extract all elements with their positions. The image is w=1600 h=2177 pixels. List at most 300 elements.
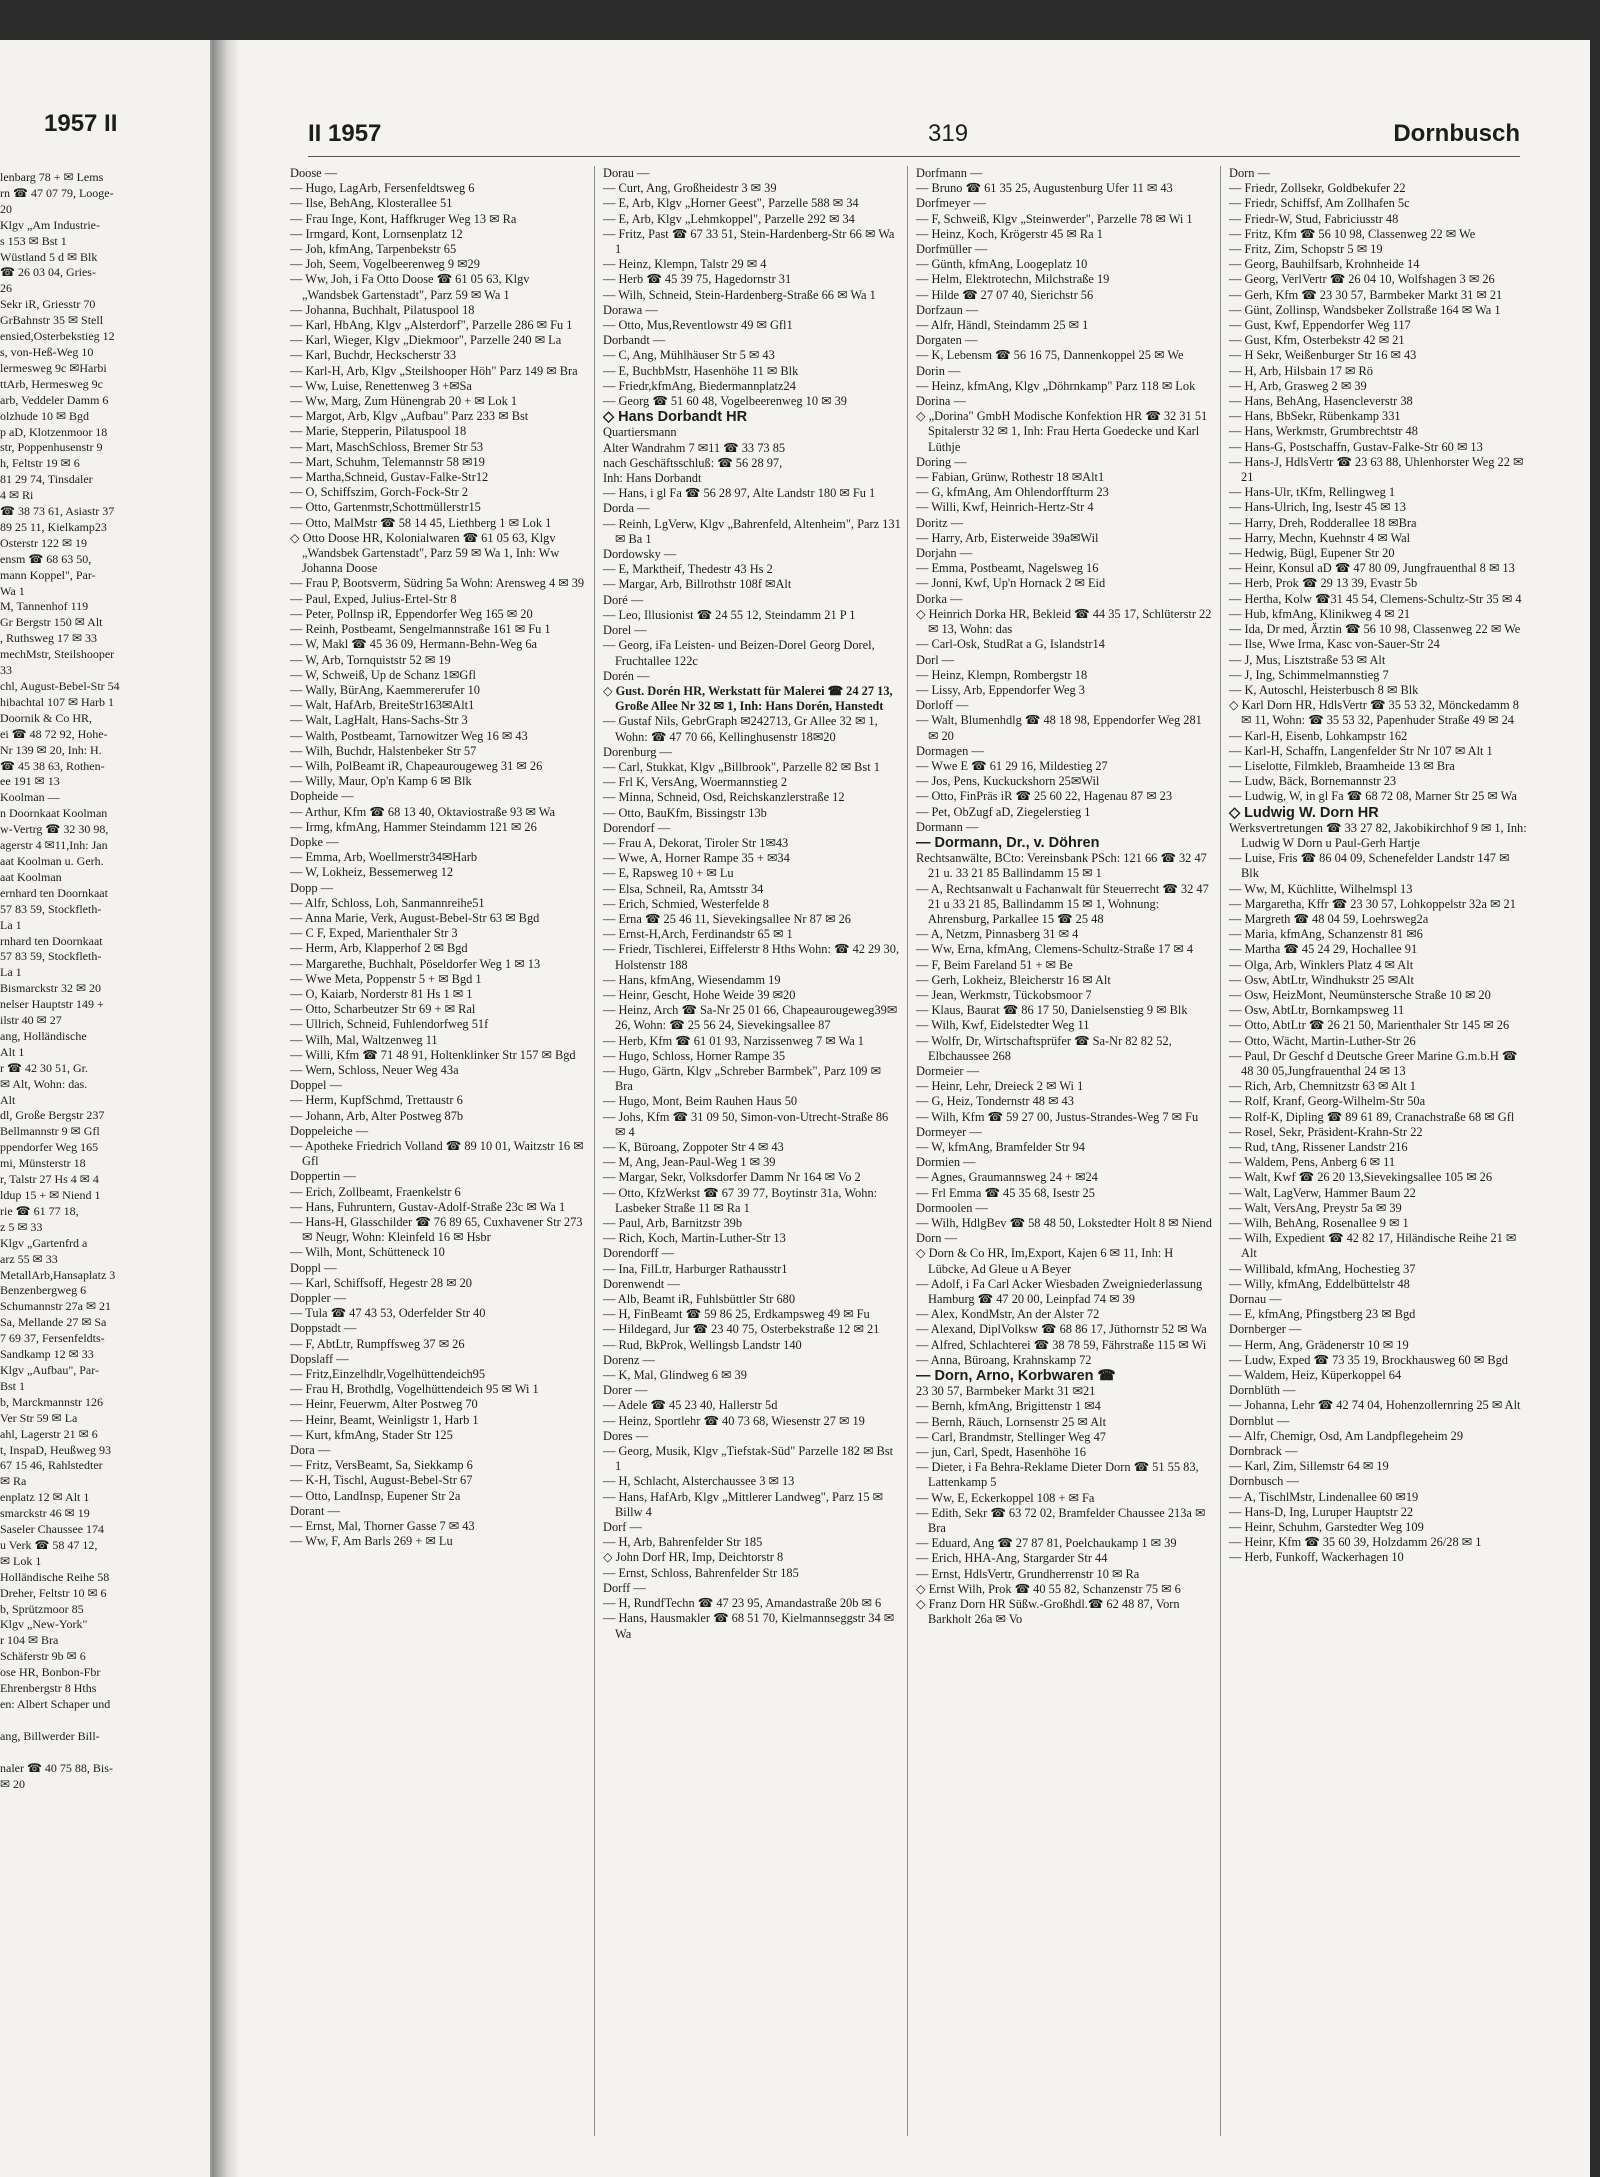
directory-entry: — Jean, Werkmstr, Tückobsmoor 7: [916, 987, 1092, 1002]
directory-entry: — Emma, Postbeamt, Nagelsweg 16: [916, 561, 1099, 576]
directory-entry: — Alexand, DiplVolksw ☎ 68 86 17, Jüthornstr 52 ✉ Wa: [916, 1322, 1207, 1337]
directory-entry: — Paul, Exped, Julius-Ertel-Str 8: [290, 591, 457, 606]
directory-entry: — Frl Emma ☎ 45 35 68, Isestr 25: [916, 1185, 1095, 1200]
directory-entry: — H, Arb, Grasweg 2 ✉ 39: [1229, 378, 1367, 393]
left-page-line: rn ☎ 47 07 79, Looge-: [0, 185, 114, 200]
directory-entry: — Otto, Wächt, Martin-Luther-Str 26: [1229, 1033, 1416, 1048]
directory-entry: — Erich, Zollbeamt, Fraenkelstr 6: [290, 1184, 461, 1199]
left-page-line: rnhard ten Doornkaat: [0, 933, 103, 948]
directory-entry: — Ilse, BehAng, Klosterallee 51: [290, 196, 453, 211]
directory-entry: — Frl K, VersAng, Woermannstieg 2: [603, 775, 788, 790]
directory-entry: — Mart, Schuhm, Telemannstr 58 ✉19: [290, 454, 485, 469]
directory-entry: — Fabian, Grünw, Rothestr 18 ✉Alt1: [916, 470, 1105, 485]
left-page-line: naler ☎ 40 75 88, Bis-: [0, 1760, 113, 1775]
directory-entry: ◇ Ernst Wilh, Prok ☎ 40 55 82, Schanzenstr 75 ✉ 6: [916, 1581, 1181, 1596]
left-page-line: 57 83 59, Stockfleth-: [0, 901, 102, 916]
left-page-line: Alt: [0, 1092, 16, 1107]
directory-entry: — Helm, Elektrotechn, Milchstraße 19: [916, 272, 1110, 287]
directory-entry: — Ernst, Mal, Thorner Gasse 7 ✉ 43: [290, 1519, 475, 1534]
directory-entry: — Joh, Seem, Vogelbeerenweg 9 ✉29: [290, 257, 480, 272]
left-page-line: n Doornkaat Koolman: [0, 806, 108, 821]
left-page-line: s, von-Heß-Weg 10: [0, 344, 94, 359]
directory-entry: — H, Arb, Hilsbain 17 ✉ Rö: [1229, 363, 1373, 378]
left-page-line: u Verk ☎ 58 47 12,: [0, 1537, 98, 1552]
directory-entry: — Irmgard, Kont, Lornsenplatz 12: [290, 226, 463, 241]
left-page-line: ☎ 38 73 61, Asiastr 37: [0, 504, 115, 519]
directory-entry: — Heinz, Sportlehr ☎ 40 73 68, Wiesenstr 27 ✉ 19: [603, 1413, 865, 1428]
directory-entry: — Osw, AbtLtr, Windhukstr 25 ✉Alt: [1229, 972, 1414, 987]
directory-entry: — Hans, Werkmstr, Grumbrechtstr 48: [1229, 424, 1418, 439]
directory-entry: — Martha,Schneid, Gustav-Falke-Str12: [290, 470, 489, 485]
directory-entry: — K, Mal, Glindweg 6 ✉ 39: [603, 1368, 747, 1383]
directory-entry: — Walt, VersAng, Preystr 5a ✉ 39: [1229, 1200, 1402, 1215]
directory-entry: — Johanna, Buchhalt, Pilatuspool 18: [290, 302, 475, 317]
directory-entry: — C, Ang, Mühlhäuser Str 5 ✉ 43: [603, 348, 775, 363]
directory-entry: — Wilh, Mal, Waltzenweg 11: [290, 1032, 438, 1047]
directory-entry: — Harry, Mechn, Kuehnstr 4 ✉ Wal: [1229, 530, 1411, 545]
left-page-line: Schumannstr 27a ✉ 21: [0, 1299, 112, 1314]
left-page-line: [0, 1713, 205, 1729]
left-page-line: ang, Holländische: [0, 1028, 87, 1043]
directory-entry: — Karl, HbAng, Klgv „Alsterdorf", Parzelle 286 ✉ Fu 1: [290, 318, 573, 333]
left-page-line: Bismarckstr 32 ✉ 20: [0, 981, 102, 996]
left-page-line: ☎ 26 03 04, Gries-: [0, 265, 96, 280]
directory-entry: — Otto, FinPräs iR ☎ 25 60 22, Hagenau 87 ✉ 23: [916, 789, 1173, 804]
directory-entry: — Karl, Wieger, Klgv „Diekmoor", Parzelle 240 ✉ La: [290, 333, 562, 348]
directory-entry: — Johann, Arb, Alter Postweg 87b: [290, 1108, 464, 1123]
left-page-line: Wüstland 5 d ✉ Blk: [0, 249, 98, 264]
surname-heading: Dornbusch —: [1229, 1474, 1299, 1489]
left-page-line: Klgv „Aufbau", Par-: [0, 1362, 99, 1377]
directory-entry: — K, Autoschl, Heisterbusch 8 ✉ Blk: [1229, 682, 1419, 697]
directory-entry: — Wwe Meta, Poppenstr 5 + ✉ Bgd 1: [290, 971, 482, 986]
surname-heading: Dornblut —: [1229, 1413, 1290, 1428]
directory-entry: — Frau P, Bootsverm, Südring 5a Wohn: Arensweg 4 ✉ 39: [290, 576, 585, 591]
directory-entry: — Leo, Illusionist ☎ 24 55 12, Steindamm 21 P 1: [603, 607, 856, 622]
directory-entry: nach Geschäftsschluß: ☎ 56 28 97,: [603, 455, 783, 470]
left-page-line: mi, Münsterstr 18: [0, 1156, 86, 1171]
surname-heading: Dopheide —: [290, 789, 354, 804]
directory-entry: — Waldem, Heiz, Küperkoppel 64: [1229, 1368, 1402, 1383]
surname-heading: Dorer —: [603, 1383, 648, 1398]
directory-entry: — Rich, Koch, Martin-Luther-Str 13: [603, 1231, 786, 1246]
directory-entry: — Walth, Postbeamt, Tarnowitzer Weg 16 ✉ 43: [290, 728, 528, 743]
directory-entry: — Luise, Fris ☎ 86 04 09, Schenefelder Landstr 147 ✉ Blk: [1229, 851, 1510, 881]
directory-entry: — Hub, kfmAng, Klinikweg 4 ✉ 21: [1229, 606, 1411, 621]
directory-entry: — A, Rechtsanwalt u Fachanwalt für Steuerrecht ☎ 32 47 21 u 33 21 85, Ballindamm 15 ✉ 1, Wohnung: Ahrensburg, Parkallee 15 ☎ 25 48: [916, 881, 1209, 926]
left-page-line: aat Koolman u. Gerh.: [0, 853, 104, 868]
directory-entry: — Anna, Büroang, Krahnskamp 72: [916, 1352, 1092, 1367]
directory-entry: — Otto, BauKfm, Bissingstr 13b: [603, 805, 767, 820]
directory-entry: Werksvertretungen ☎ 33 27 82, Jakobikirchhof 9 ✉ 1, Inh: Ludwig W Dorn u Paul-Gerh Hartje: [1229, 820, 1527, 850]
directory-entry: — Alfred, Schlachterei ☎ 38 78 59, Fährstraße 115 ✉ Wi: [916, 1337, 1207, 1352]
left-page-line: MetallArb,Hansaplatz 3: [0, 1267, 116, 1282]
left-page-line: en: Albert Schaper und: [0, 1697, 111, 1711]
directory-entry: — Agnes, Graumannsweg 24 + ✉24: [916, 1170, 1098, 1185]
directory-entry: — Georg, Bauhilfsarb, Krohnheide 14: [1229, 257, 1420, 272]
directory-entry: — Rud, BkProk, Wellingsb Landstr 140: [603, 1337, 802, 1352]
directory-entry: — Wilh, Mont, Schütteneck 10: [290, 1245, 445, 1260]
directory-entry: — Heinz, Klempn, Rombergstr 18: [916, 667, 1088, 682]
left-page-header: 1957 II: [44, 110, 118, 137]
directory-entry: — H Sekr, Weißenburger Str 16 ✉ 43: [1229, 348, 1417, 363]
surname-heading: Dorn —: [1229, 166, 1270, 180]
directory-entry: — Günt, Zollinsp, Wandsbeker Zollstraße 164 ✉ Wa 1: [1229, 302, 1501, 317]
left-page-line: La 1: [0, 917, 22, 932]
directory-entry: — Hans, BehAng, Hasencleverstr 38: [1229, 394, 1413, 409]
directory-entry: — F, Schweiß, Klgv „Steinwerder", Parzelle 78 ✉ Wi 1: [916, 211, 1193, 226]
directory-entry: — Hans, kfmAng, Wiesendamm 19: [603, 972, 781, 987]
directory-entry: — Wilh, PolBeamt iR, Chapeaurougeweg 31 ✉ 26: [290, 758, 543, 773]
left-page-line: Benzenbergweg 6: [0, 1283, 87, 1298]
directory-entry: — Olga, Arb, Winklers Platz 4 ✉ Alt: [1229, 957, 1414, 972]
directory-entry: — W, Arb, Tornquiststr 52 ✉ 19: [290, 652, 451, 667]
directory-entry: — Heinr, Gescht, Hohe Weide 39 ✉20: [603, 987, 796, 1002]
directory-entry: — Eduard, Ang ☎ 27 87 81, Poelchaukamp 1 ✉ 39: [916, 1536, 1177, 1551]
directory-entry: — Herb, Kfm ☎ 61 01 93, Narzissenweg 7 ✉ Wa 1: [603, 1033, 864, 1048]
left-page-line: GrBahnstr 35 ✉ Stell: [0, 313, 104, 328]
directory-entry: — Wilh, Buchdr, Halstenbeker Str 57: [290, 743, 477, 758]
left-page-line: 81 29 74, Tinsdaler: [0, 472, 93, 487]
directory-entry: — Frau A, Dekorat, Tiroler Str 1✉43: [603, 835, 789, 850]
left-page-line: ldup 15 + ✉ Niend 1: [0, 1188, 101, 1202]
directory-entry: — Wilh, Kfm ☎ 59 27 00, Justus-Strandes-Weg 7 ✉ Fu: [916, 1109, 1199, 1124]
directory-entry: ◇ John Dorf HR, Imp, Deichtorstr 8: [603, 1550, 784, 1565]
directory-entry: — Tula ☎ 47 43 53, Oderfelder Str 40: [290, 1306, 486, 1321]
surname-heading: Dorau —: [603, 166, 650, 180]
left-page-line: agerstr 4 ✉11,Inh: Jan: [0, 838, 108, 853]
left-page-line: , Ruthsweg 17 ✉ 33: [0, 631, 98, 646]
directory-entry: — Wilh, Expedient ☎ 42 82 17, Hiländische Reihe 21 ✉ Alt: [1229, 1231, 1517, 1261]
directory-entry: — Hans-G, Postschaffn, Gustav-Falke-Str 60 ✉ 13: [1229, 439, 1483, 454]
directory-entry: — Margaretha, Kffr ☎ 23 30 57, Lohkoppelstr 32a ✉ 21: [1229, 896, 1516, 911]
left-page-line: enplatz 12 ✉ Alt 1: [0, 1490, 90, 1505]
surname-heading: Dorina —: [916, 394, 966, 409]
left-page-line: Gr Bergstr 150 ✉ Alt: [0, 615, 103, 630]
directory-entry: — Wally, BürAng, Kaemmererufer 10: [290, 682, 480, 697]
directory-entry: Alter Wandrahm 7 ✉11 ☎ 33 73 85: [603, 440, 786, 455]
directory-entry: — Hugo, Schloss, Horner Rampe 35: [603, 1048, 786, 1063]
directory-entry: — Frau Inge, Kont, Haffkruger Weg 13 ✉ Ra: [290, 211, 517, 226]
directory-entry: — E, Rapsweg 10 + ✉ Lu: [603, 866, 734, 881]
left-page-line: ahl, Lagerstr 21 ✉ 6: [0, 1426, 98, 1441]
directory-entry: — Hugo, LagArb, Fersenfeldtsweg 6: [290, 181, 475, 196]
left-page-line: s 153 ✉ Bst 1: [0, 233, 67, 248]
surname-heading: Dorgaten —: [916, 333, 978, 348]
directory-entry: — Arthur, Kfm ☎ 68 13 40, Oktaviostraße 93 ✉ Wa: [290, 804, 555, 819]
left-page-line: [0, 1745, 205, 1761]
directory-entry: — Martha ☎ 45 24 29, Hochallee 91: [1229, 942, 1418, 957]
directory-entry: — Ww, E, Eckerkoppel 108 + ✉ Fa: [916, 1490, 1095, 1505]
directory-entry: — Hans-J, HdlsVertr ☎ 23 63 88, Uhlenhorster Weg 22 ✉ 21: [1229, 454, 1524, 485]
directory-entry: — G, Heiz, Tondernstr 48 ✉ 43: [916, 1094, 1074, 1109]
directory-entry: — Rosel, Sekr, Präsident-Krahn-Str 22: [1229, 1124, 1423, 1139]
directory-entry: — G, kfmAng, Am Ohlendorffturm 23: [916, 485, 1109, 500]
left-page-line: Saseler Chaussee 174: [0, 1522, 104, 1537]
surname-heading: Dormeier —: [916, 1063, 979, 1078]
directory-entry: — H, Schlacht, Alsterchaussee 3 ✉ 13: [603, 1474, 795, 1489]
left-page-line: chl, August-Bebel-Str 54: [0, 679, 120, 693]
surname-heading: Doose —: [290, 166, 338, 180]
directory-entry: — Ww, Joh, i Fa Otto Doose ☎ 61 05 63, Klgv „Wandsbek Gartenstadt", Parz 59 ✉ Wa 1: [290, 272, 530, 302]
directory-entry: — Ernst, Schloss, Bahrenfelder Str 185: [603, 1565, 799, 1580]
directory-entry: — Peter, Pollnsp iR, Eppendorfer Weg 165 ✉ 20: [290, 606, 533, 621]
directory-entry: — Friedr, Tischlerei, Eiffelerstr 8 Hths Wohn: ☎ 42 29 30, Holstenstr 188: [603, 942, 900, 972]
directory-entry: — Walt, HafArb, BreiteStr163✉Alt1: [290, 698, 475, 713]
directory-entry: — Heinr, Lehr, Dreieck 2 ✉ Wi 1: [916, 1079, 1084, 1094]
directory-entry: ◇ Ludwig W. Dorn HR: [1229, 804, 1379, 821]
directory-entry: — Alfr, Händl, Steindamm 25 ✉ 1: [916, 318, 1089, 333]
surname-heading: Dorendorf —: [603, 820, 671, 835]
directory-entry: — Otto, KfzWerkst ☎ 67 39 77, Boytinstr 31a, Wohn: Lasbeker Straße 11 ✉ Ra 1: [603, 1185, 878, 1215]
directory-entry: — H, RundfTechn ☎ 47 23 95, Amandastraße 20b ✉ 6: [603, 1596, 882, 1611]
directory-entry: — Heinz, Koch, Krögerstr 45 ✉ Ra 1: [916, 226, 1103, 241]
surname-heading: Dorfmann —: [916, 166, 983, 180]
directory-entry: — Apotheke Friedrich Volland ☎ 89 10 01, Waitzstr 16 ✉ Gfl: [290, 1139, 584, 1169]
left-page-line: Sandkamp 12 ✉ 33: [0, 1347, 94, 1362]
directory-entry: — Herm, Ang, Grädenerstr 10 ✉ 19: [1229, 1337, 1409, 1352]
left-page-line: ang, Billwerder Bill-: [0, 1728, 100, 1743]
left-page-line: dl, Große Bergstr 237: [0, 1108, 105, 1123]
directory-entry: — Maria, kfmAng, Schanzenstr 81 ✉6: [1229, 927, 1423, 942]
left-page-line: ☎ 45 38 63, Rothen-: [0, 758, 105, 773]
directory-entry: — Ludw, Exped ☎ 73 35 19, Brockhausweg 60 ✉ Bgd: [1229, 1352, 1508, 1367]
left-page-line: ensied,Osterbekstieg 12: [0, 329, 115, 344]
directory-entry: — Otto, LandInsp, Eupener Str 2a: [290, 1488, 461, 1503]
left-page-line: t, InspaD, Heußweg 93: [0, 1442, 111, 1457]
directory-entry: — Karl-H, Schaffn, Langenfelder Str Nr 107 ✉ Alt 1: [1229, 743, 1493, 758]
left-page-line: Alt 1: [0, 1044, 25, 1059]
page-number: 319: [928, 120, 969, 147]
surname-heading: Dorfmüller —: [916, 242, 988, 257]
directory-entry: — Hans, i gl Fa ☎ 56 28 97, Alte Landstr 180 ✉ Fu 1: [603, 486, 876, 501]
left-page-line: arb, Veddeler Damm 6: [0, 392, 109, 407]
surname-heading: Doré —: [603, 592, 644, 607]
directory-entry: — Willi, Kfm ☎ 71 48 91, Holtenklinker Str 157 ✉ Bgd: [290, 1047, 576, 1062]
left-page-line: h, Feltstr 19 ✉ 6: [0, 456, 80, 471]
directory-entry: — H, Arb, Bahrenfelder Str 185: [603, 1535, 763, 1550]
surname-heading: Dornberger —: [1229, 1322, 1302, 1337]
directory-entry: — Fritz,Einzelhdlr,Vogelhüttendeich95: [290, 1367, 486, 1382]
surname-heading: Doppler —: [290, 1291, 347, 1306]
left-page-line: 4 ✉ Ri: [0, 488, 34, 503]
left-page-line: ei ☎ 48 72 92, Hohe-: [0, 726, 108, 741]
directory-entry: — Karl-H, Arb, Klgv „Steilshooper Höh" Parz 149 ✉ Bra: [290, 363, 578, 378]
surname-heading: Dopslaff —: [290, 1351, 349, 1366]
left-page-line: 20: [0, 201, 12, 216]
left-page-line: olzhude 10 ✉ Bgd: [0, 408, 90, 423]
directory-entry: — Harry, Dreh, Rodderallee 18 ✉Bra: [1229, 515, 1417, 530]
left-page-line: Klgv „Am Industrie-: [0, 217, 100, 232]
directory-entry: — Karl, Schiffsoff, Hegestr 28 ✉ 20: [290, 1275, 472, 1290]
surname-heading: Dorjahn —: [916, 546, 973, 561]
left-page-line: w-Vertrg ☎ 32 30 98,: [0, 822, 109, 837]
directory-entry: — Rud, tAng, Rissener Landstr 216: [1229, 1140, 1408, 1154]
directory-entry: — Herm, Arb, Klapperhof 2 ✉ Bgd: [290, 941, 468, 956]
directory-entry: — W, kfmAng, Bramfelder Str 94: [916, 1140, 1085, 1154]
left-page-line: ee 191 ✉ 13: [0, 774, 60, 789]
surname-heading: Doppertin —: [290, 1169, 356, 1184]
directory-entry: — A, TischlMstr, Lindenallee 60 ✉19: [1229, 1489, 1419, 1504]
directory-entry: — Ernst-H,Arch, Ferdinandstr 65 ✉ 1: [603, 927, 793, 942]
surname-heading: Dorloff —: [916, 698, 969, 713]
directory-entry: — Klaus, Baurat ☎ 86 17 50, Danielsenstieg 9 ✉ Blk: [916, 1003, 1188, 1018]
directory-entry: — Mart, MaschSchloss, Bremer Str 53: [290, 439, 484, 454]
directory-entry: ◇ Hans Dorbandt HR: [603, 409, 748, 426]
directory-column-1: [282, 166, 595, 2136]
directory-entry: — Frau H, Brothdlg, Vogelhüttendeich 95 ✉ Wi 1: [290, 1382, 539, 1397]
directory-entry: — Heinz, Arch ☎ Sa-Nr 25 01 66, Chapeaurougeweg39✉26, Wohn: ☎ 25 56 24, Sievekingsallee 87: [603, 1003, 898, 1033]
directory-entry: — Walt, Kwf ☎ 26 20 13,Sievekingsallee 105 ✉ 26: [1229, 1170, 1493, 1185]
directory-entry: — Erich, HHA-Ang, Stargarder Str 44: [916, 1551, 1108, 1566]
directory-entry: — Herb ☎ 45 39 75, Hagedornstr 31: [603, 272, 792, 287]
directory-entry: — Margreth ☎ 48 04 59, Loehrsweg2a: [1229, 911, 1429, 926]
directory-entry: — Harry, Arb, Eisterweide 39a✉Wil: [916, 530, 1099, 545]
directory-entry: — Heinr, Beamt, Weinligstr 1, Harb 1: [290, 1412, 479, 1427]
directory-entry: — Dieter, i Fa Behra-Reklame Dieter Dorn ☎ 51 55 83, Lattenkamp 5: [916, 1460, 1199, 1490]
directory-entry: — Dormann, Dr., v. Döhren: [916, 834, 1100, 851]
directory-entry: — E, Arb, Klgv „Horner Geest", Parzelle 588 ✉ 34: [603, 196, 859, 211]
directory-entry: — Gust, Kfm, Osterbekstr 42 ✉ 21: [1229, 333, 1405, 348]
left-page-line: lermesweg 9c ✉Harbi: [0, 360, 107, 375]
surname-heading: Dorl —: [916, 652, 955, 667]
directory-entry: — Alfr, Schloss, Loh, Sanmannreihe51: [290, 895, 485, 910]
surname-heading: Dorel —: [603, 623, 647, 638]
directory-entry: — Fritz, Past ☎ 67 33 51, Stein-Hardenberg-Str 66 ✉ Wa 1: [603, 226, 895, 257]
directory-entry: — Wwe, A, Horner Rampe 35 + ✉34: [603, 851, 790, 866]
directory-entry: — Fritz, Kfm ☎ 56 10 98, Classenweg 22 ✉ We: [1229, 226, 1476, 241]
directory-entry: — H, FinBeamt ☎ 59 86 25, Erdkampsweg 49 ✉ Fu: [603, 1307, 870, 1322]
directory-entry: — Gust, Kwf, Eppendorfer Weg 117: [1229, 318, 1411, 333]
surname-heading: Dorenz —: [603, 1352, 655, 1367]
directory-entry: — Wilh, HdlgBev ☎ 58 48 50, Lokstedter Holt 8 ✉ Niend: [916, 1216, 1212, 1231]
surname-heading: Dopp —: [290, 880, 334, 895]
directory-entry: — Johanna, Lehr ☎ 42 74 04, Hohenzollernring 25 ✉ Alt: [1229, 1398, 1521, 1413]
directory-entry: — Bruno ☎ 61 35 25, Augustenburg Ufer 11 ✉ 43: [916, 181, 1173, 196]
directory-entry: — Johs, Kfm ☎ 31 09 50, Simon-von-Utrecht-Straße 86 ✉ 4: [603, 1109, 889, 1139]
directory-entry: — Hans, Hausmakler ☎ 68 51 70, Kielmannseggstr 34 ✉ Wa: [603, 1611, 895, 1641]
directory-entry: — Ullrich, Schneid, Fuhlendorfweg 51f: [290, 1017, 489, 1032]
directory-entry: — Ernst, HdlsVertr, Grundherrenstr 10 ✉ Ra: [916, 1566, 1140, 1581]
left-page-line: r 104 ✉ Bra: [0, 1633, 59, 1648]
surname-heading: Dorda —: [603, 501, 650, 516]
directory-entry: ◇ „Dorina" GmbH Modische Konfektion HR ☎ 32 31 51 Spitalerstr 32 ✉ 1, Inh: Frau Herta Goedecke und Karl Lüthje: [916, 409, 1208, 454]
left-page-line: mann Koppel", Par-: [0, 567, 96, 582]
left-page-line: ttArb, Hermesweg 9c: [0, 376, 103, 391]
directory-entry: — Hans-Ulr, tKfm, Rellingweg 1: [1229, 485, 1396, 500]
surname-heading: Dorawa —: [603, 302, 658, 317]
directory-entry: — Dorn, Arno, Korbwaren ☎: [916, 1368, 1116, 1385]
directory-entry: — Heinr, Schuhm, Garstedter Weg 109: [1229, 1520, 1424, 1535]
left-page-line: Schäferstr 9b ✉ 6: [0, 1649, 86, 1664]
directory-entry: — Heinr, Konsul aD ☎ 47 80 09, Jungfrauenthal 8 ✉ 13: [1229, 561, 1515, 576]
directory-entry: — Gerh, Lokheiz, Bleicherstr 16 ✉ Alt: [916, 972, 1111, 987]
left-page-line: Nr 139 ✉ 20, Inh: H.: [0, 742, 102, 757]
left-page-line: arz 55 ✉ 33: [0, 1251, 58, 1266]
directory-entry: — Adele ☎ 45 23 40, Hallerstr 5d: [603, 1398, 778, 1413]
left-page-line: Koolman —: [0, 790, 60, 805]
directory-entry: — Reinh, LgVerw, Klgv „Bahrenfeld, Altenheim", Parz 131 ✉ Ba 1: [603, 516, 901, 546]
directory-entry: — Gerh, Kfm ☎ 23 30 57, Barmbeker Markt 31 ✉ 21: [1229, 287, 1503, 302]
surname-heading: Doppel —: [290, 1078, 342, 1093]
left-page-line: M, Tannenhof 119: [0, 599, 89, 614]
directory-entry: — Edith, Sekr ☎ 63 72 02, Bramfelder Chaussee 213a ✉ Bra: [916, 1505, 1206, 1536]
left-page-line: Wa 1: [0, 583, 25, 598]
directory-entry: — W, Schweiß, Up de Schanz 1✉Gfl: [290, 667, 476, 682]
directory-entry: ◇ Dorn & Co HR, Im,Export, Kajen 6 ✉ 11, Inh: H Lübcke, Ad Gleue u A Beyer: [916, 1246, 1174, 1276]
surname-heading: Dorn —: [916, 1231, 957, 1246]
directory-entry: — Heinz, Klempn, Talstr 29 ✉ 4: [603, 257, 767, 272]
directory-entry: — Hans-Ulrich, Ing, Isestr 45 ✉ 13: [1229, 500, 1406, 515]
directory-entry: — W, Makl ☎ 45 36 09, Hermann-Behn-Weg 6a: [290, 637, 538, 652]
directory-entry: — Walt, LagHalt, Hans-Sachs-Str 3: [290, 713, 468, 728]
surname-heading: Dornblüth —: [1229, 1383, 1296, 1398]
left-page-line: Klgv „Gartenfrd a: [0, 1235, 88, 1250]
directory-entry: — Joh, kfmAng, Tarpenbekstr 65: [290, 242, 457, 257]
surname-heading: Dorf —: [603, 1520, 642, 1535]
header-running-title: Dornbusch: [1393, 120, 1520, 147]
surname-heading: Dormoolen —: [916, 1200, 988, 1215]
left-page-line: b, Sprützmoor 85: [0, 1601, 84, 1616]
directory-entry: — Georg, Musik, Klgv „Tiefstak-Süd" Parzelle 182 ✉ Bst 1: [603, 1444, 894, 1474]
left-page-line: smarckstr 46 ✉ 19: [0, 1506, 90, 1521]
directory-entry: — Ilse, Wwe Irma, Kasc von-Sauer-Str 24: [1229, 637, 1440, 652]
page-header: [308, 116, 1520, 157]
directory-entry: — Ina, FilLtr, Harburger Rathausstr1: [603, 1261, 788, 1276]
directory-entry: — Wilh, Schneid, Stein-Hardenberg-Straße 66 ✉ Wa 1: [603, 287, 876, 302]
directory-entry: — Rolf-K, Dipling ☎ 89 61 89, Cranachstraße 68 ✉ Gfl: [1229, 1109, 1515, 1124]
surname-heading: Dora —: [290, 1443, 331, 1458]
directory-entry: — jun, Carl, Spedt, Hasenhöhe 16: [916, 1445, 1087, 1460]
left-page-line: ppendorfer Weg 165: [0, 1140, 99, 1155]
left-page-line: Bst 1: [0, 1378, 26, 1393]
directory-entry: — Ww, Erna, kfmAng, Clemens-Schultz-Straße 17 ✉ 4: [916, 942, 1194, 957]
left-page-line: Sekr iR, Griesstr 70: [0, 297, 96, 312]
left-page-line: 89 25 11, Kielkamp23: [0, 519, 107, 534]
directory-entry: — Wilh, Kwf, Eidelstedter Weg 11: [916, 1018, 1090, 1033]
directory-entry: ◇ Otto Doose HR, Kolonialwaren ☎ 61 05 63, Klgv „Wandsbek Gartenstadt", Parz 59 ✉ Wa 1, Inh: Ww Johanna Doose: [290, 530, 560, 576]
left-page-line: r, Talstr 27 Hs 4 ✉ 4: [0, 1172, 99, 1187]
left-page-line: ✉ 20: [0, 1776, 26, 1791]
surname-heading: Dores —: [603, 1428, 649, 1443]
directory-entry: — Hugo, Gärtn, Klgv „Schreber Barmbek", Parz 109 ✉ Bra: [603, 1063, 881, 1094]
left-page-line: Ehrenbergstr 8 Hths: [0, 1681, 97, 1696]
left-page-text: [0, 170, 205, 1792]
left-page-line: Klgv „New-York": [0, 1617, 88, 1632]
left-page-line: Bellmannstr 9 ✉ Gfl: [0, 1124, 100, 1139]
left-page-line: ose HR, Bonbon-Fbr: [0, 1665, 101, 1680]
directory-entry: — Alb, Beamt iR, Fuhlsbüttler Str 680: [603, 1292, 796, 1307]
left-page-line: 57 83 59, Stockfleth-: [0, 949, 102, 964]
directory-entry: — Hilde ☎ 27 07 40, Sierichstr 56: [916, 287, 1094, 302]
directory-page: [238, 40, 1590, 2177]
directory-entry: — Hans-H, Glasschilder ☎ 76 89 65, Cuxhavener Str 273 ✉ Neugr, Wohn: Kleinfeld 16 ✉ Hsbr: [290, 1215, 583, 1245]
surname-heading: Dorfmeyer —: [916, 196, 986, 211]
surname-heading: Dopke —: [290, 834, 339, 849]
directory-entry: — Margar, Sekr, Volksdorfer Damm Nr 164 ✉ Vo 2: [603, 1170, 861, 1185]
left-page-line: 7 69 37, Fersenfeldts-: [0, 1331, 105, 1346]
left-page-line: ✉ Lok 1: [0, 1553, 42, 1568]
directory-entry: Inh: Hans Dorbandt: [603, 471, 702, 486]
book-gutter: [212, 40, 238, 2177]
surname-heading: Dorén —: [603, 668, 650, 683]
directory-entry: — Wolfr, Dr, Wirtschaftsprüfer ☎ Sa-Nr 82 82 52, Elbchaussee 268: [916, 1033, 1172, 1063]
left-page-line: b, Marckmannstr 126: [0, 1394, 103, 1409]
directory-entry: — Friedr-W, Stud, Fabriciusstr 48: [1229, 211, 1399, 226]
surname-heading: Doring —: [916, 454, 967, 469]
left-page-line: 67 15 46, Rahlstedter: [0, 1458, 103, 1473]
directory-entry: — C F, Exped, Marienthaler Str 3: [290, 926, 458, 941]
